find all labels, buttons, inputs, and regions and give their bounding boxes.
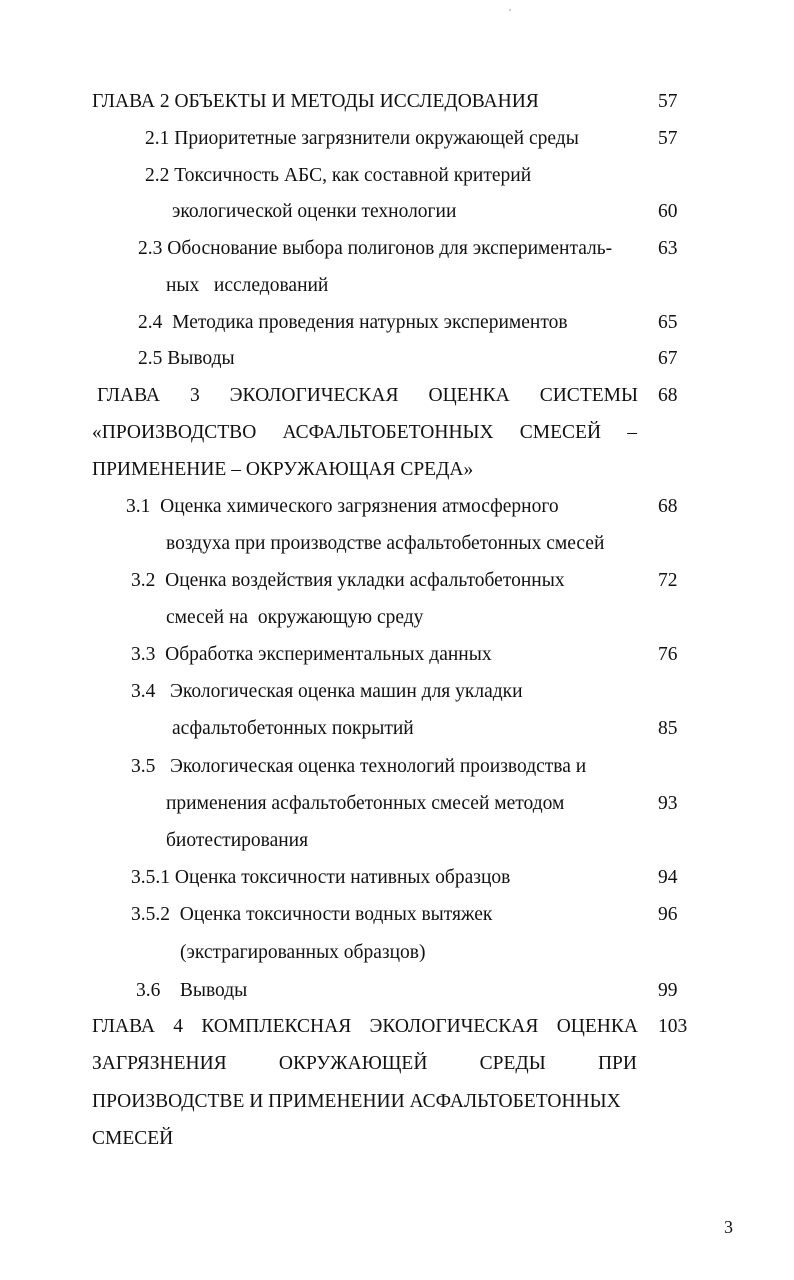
title-word: ПРИ — [597, 1053, 637, 1074]
page-ref: 94 — [658, 867, 678, 888]
chapter-title-cont: ПРИМЕНЕНИЕ – ОКРУЖАЮЩАЯ СРЕДА» — [92, 459, 474, 480]
item-title: 2.4 Методика проведения натурных экспериментов — [138, 312, 568, 333]
title-word: АСФАЛЬТОБЕТОННЫХ — [282, 422, 494, 443]
chapter-title-cont: ПРОИЗВОДСТВЕ И ПРИМЕНЕНИИ АСФАЛЬТОБЕТОННЫХ — [92, 1091, 621, 1112]
item-title: 3.6 Выводы — [136, 980, 248, 1001]
page-ref: 68 — [658, 496, 678, 517]
title-word: 4 — [173, 1016, 184, 1037]
page-ref: 60 — [658, 201, 678, 222]
item-title-cont: воздуха при производстве асфальтобетонных смесей — [166, 533, 605, 554]
page-ref: 72 — [658, 570, 678, 591]
page-ref: 57 — [658, 128, 678, 149]
title-word: «ПРОИЗВОДСТВО — [92, 422, 257, 443]
chapter-title-cont: СМЕСЕЙ — [92, 1128, 174, 1149]
title-word: – — [627, 422, 637, 443]
item-title-cont: биотестирования — [166, 830, 309, 851]
chapter-title-cont — [92, 418, 637, 448]
item-title: 2.3 Обоснование выбора полигонов для эксперименталь- — [138, 238, 613, 259]
page-ref: 85 — [658, 718, 678, 739]
item-title: 3.4 Экологическая оценка машин для укладки — [131, 681, 523, 702]
title-word: КОМПЛЕКСНАЯ — [201, 1016, 352, 1037]
title-word: ЗАГРЯЗНЕНИЯ — [92, 1053, 227, 1074]
item-title: 2.2 Токсичность АБС, как составной критерий — [145, 165, 532, 186]
title-word: ОЦЕНКА — [556, 1016, 638, 1037]
title-word: СМЕСЕЙ — [519, 422, 602, 443]
item-title: 3.3 Обработка экспериментальных данных — [131, 644, 492, 665]
item-title-cont: асфальтобетонных покрытий — [172, 718, 414, 739]
item-title: 2.5 Выводы — [138, 348, 235, 369]
item-title: 3.1 Оценка химического загрязнения атмосферного — [126, 496, 559, 517]
title-word: СРЕДЫ — [479, 1053, 546, 1074]
page-ref: 93 — [658, 793, 678, 814]
page-ref: 65 — [658, 312, 678, 333]
item-title: 3.5.1 Оценка токсичности нативных образцов — [131, 867, 511, 888]
page-ref: 68 — [658, 385, 678, 406]
chapter-title — [92, 1012, 638, 1042]
item-title-cont: экологической оценки технологии — [172, 201, 457, 222]
page-ref: 76 — [658, 644, 678, 665]
item-title-cont: применения асфальтобетонных смесей методом — [166, 793, 565, 814]
title-word: СИСТЕМЫ — [539, 385, 638, 406]
title-word: 3 — [189, 385, 200, 406]
title-word: ГЛАВА — [97, 385, 160, 406]
item-title: 3.5 Экологическая оценка технологий производства и — [131, 756, 587, 777]
item-title: 3.2 Оценка воздействия укладки асфальтобетонных — [131, 570, 565, 591]
page-ref: 99 — [658, 980, 678, 1001]
page-ref: 103 — [658, 1016, 688, 1037]
item-title-cont: ных исследований — [166, 275, 329, 296]
chapter-title: ГЛАВА 2 ОБЪЕКТЫ И МЕТОДЫ ИССЛЕДОВАНИЯ — [92, 91, 539, 112]
chapter-title — [97, 381, 638, 411]
title-word: ЭКОЛОГИЧЕСКАЯ — [229, 385, 399, 406]
page-ref: 57 — [658, 91, 678, 112]
item-title: 3.5.2 Оценка токсичности водных вытяжек — [131, 904, 493, 925]
item-title-cont: смесей на окружающую среду — [166, 607, 424, 628]
chapter-title-cont — [92, 1049, 637, 1079]
title-word: ОКРУЖАЮЩЕЙ — [278, 1053, 428, 1074]
title-word: ОЦЕНКА — [428, 385, 510, 406]
title-word: ГЛАВА — [92, 1016, 155, 1037]
page-ref: 63 — [658, 238, 678, 259]
item-title: 2.1 Приоритетные загрязнители окружающей среды — [145, 128, 579, 149]
page-number: 3 — [724, 1217, 733, 1237]
page-ref: 96 — [658, 904, 678, 925]
item-title-cont: (экстрагированных образцов) — [180, 942, 426, 963]
page-ref: 67 — [658, 348, 678, 369]
scan-speck — [509, 9, 511, 11]
title-word: ЭКОЛОГИЧЕСКАЯ — [369, 1016, 539, 1037]
